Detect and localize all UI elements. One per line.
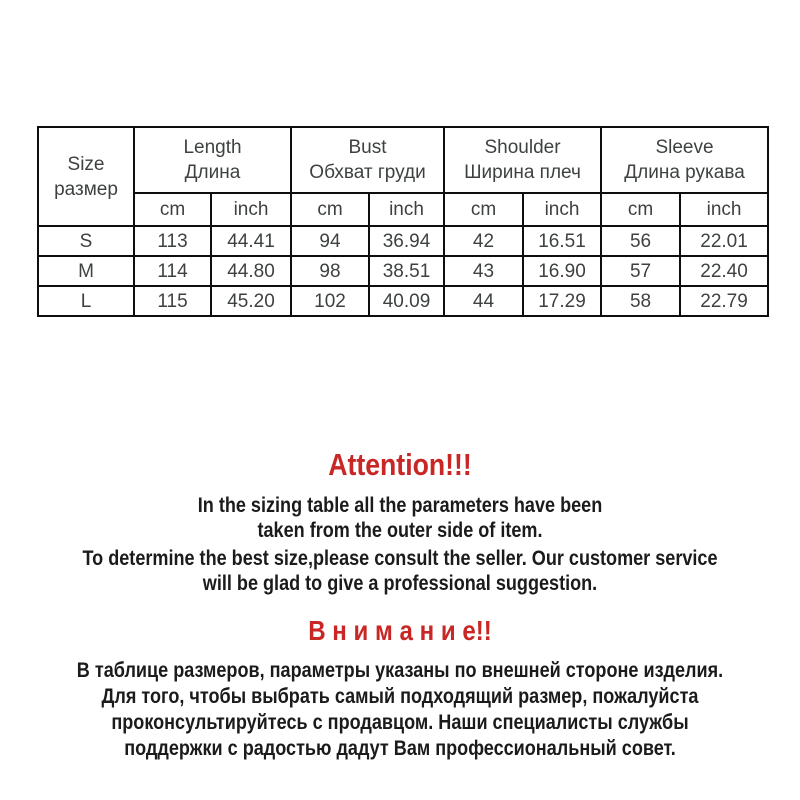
size-column-header <box>38 127 134 226</box>
size-header-ru: размер <box>54 178 118 200</box>
bust-header-en: Bust <box>348 137 387 158</box>
table-cell: 115 <box>134 286 211 316</box>
attention-paragraph-2 <box>0 546 800 596</box>
table-cell: 36.94 <box>369 226 444 256</box>
unit-cell-sleeve-cm: cm <box>601 193 680 226</box>
unit-cell-length-cm: cm <box>134 193 211 226</box>
table-row-m <box>38 256 768 286</box>
table-cell: 114 <box>134 256 211 286</box>
table-cell: 16.51 <box>523 226 601 256</box>
table-cell: 44.80 <box>211 256 291 286</box>
size-label: L <box>38 286 134 316</box>
size-header-en: Size <box>67 153 105 175</box>
shoulder-header-en: Shoulder <box>484 137 561 158</box>
attention-title-ru: В н и м а н и е!! <box>308 615 492 646</box>
bust-header-ru: Обхват груди <box>309 162 426 183</box>
table-cell: 43 <box>444 256 523 286</box>
table-cell: 42 <box>444 226 523 256</box>
paragraph-line: Для того, чтобы выбрать самый подходящий размер, пожалуйста <box>101 685 699 708</box>
table-cell: 44.41 <box>211 226 291 256</box>
paragraph-line: In the sizing table all the parameters have been <box>197 494 603 517</box>
table-cell: 45.20 <box>211 286 291 316</box>
length-header-ru: Длина <box>184 162 241 183</box>
attention-title-en: Attention!!! <box>328 447 472 482</box>
table-cell: 38.51 <box>369 256 444 286</box>
unit-cell-shoulder-inch: inch <box>523 193 601 226</box>
unit-cell-bust-cm: cm <box>291 193 369 226</box>
paragraph-line: поддержки с радостью дадут Вам профессиональный совет. <box>124 737 676 760</box>
paragraph-line: проконсультируйтесь с продавцом. Наши специалисты службы <box>111 711 689 734</box>
table-row-l <box>38 286 768 316</box>
unit-header-row <box>38 193 768 226</box>
paragraph-line: will be glad to give a professional suggestion. <box>202 572 598 595</box>
paragraph-line: To determine the best size,please consult the seller. Our customer service <box>82 547 718 570</box>
unit-cell-sleeve-inch: inch <box>680 193 768 226</box>
table-cell: 56 <box>601 226 680 256</box>
size-label: S <box>38 226 134 256</box>
table-cell: 40.09 <box>369 286 444 316</box>
column-header-bust <box>291 127 444 193</box>
attention-paragraph-1 <box>0 493 800 543</box>
table-row-s <box>38 226 768 256</box>
shoulder-header-ru: Ширина плеч <box>464 162 581 183</box>
unit-cell-shoulder-cm: cm <box>444 193 523 226</box>
length-header-en: Length <box>183 137 242 158</box>
sleeve-header-ru: Длина рукава <box>624 162 745 183</box>
column-header-shoulder <box>444 127 601 193</box>
column-header-length <box>134 127 291 193</box>
notes-section <box>0 446 800 762</box>
size-table <box>37 126 769 317</box>
table-cell: 17.29 <box>523 286 601 316</box>
paragraph-line: taken from the outer side of item. <box>257 519 543 542</box>
column-header-sleeve <box>601 127 768 193</box>
size-label: M <box>38 256 134 286</box>
table-cell: 102 <box>291 286 369 316</box>
table-cell: 113 <box>134 226 211 256</box>
table-cell: 16.90 <box>523 256 601 286</box>
table-cell: 22.01 <box>680 226 768 256</box>
table-cell: 58 <box>601 286 680 316</box>
table-cell: 94 <box>291 226 369 256</box>
attention-paragraph-ru <box>0 658 800 762</box>
table-cell: 98 <box>291 256 369 286</box>
table-cell: 57 <box>601 256 680 286</box>
table-cell: 22.79 <box>680 286 768 316</box>
table-cell: 44 <box>444 286 523 316</box>
unit-cell-bust-inch: inch <box>369 193 444 226</box>
table-cell: 22.40 <box>680 256 768 286</box>
unit-cell-length-inch: inch <box>211 193 291 226</box>
sleeve-header-en: Sleeve <box>655 137 714 158</box>
paragraph-line: В таблице размеров, параметры указаны по внешней стороне изделия. <box>76 659 724 682</box>
